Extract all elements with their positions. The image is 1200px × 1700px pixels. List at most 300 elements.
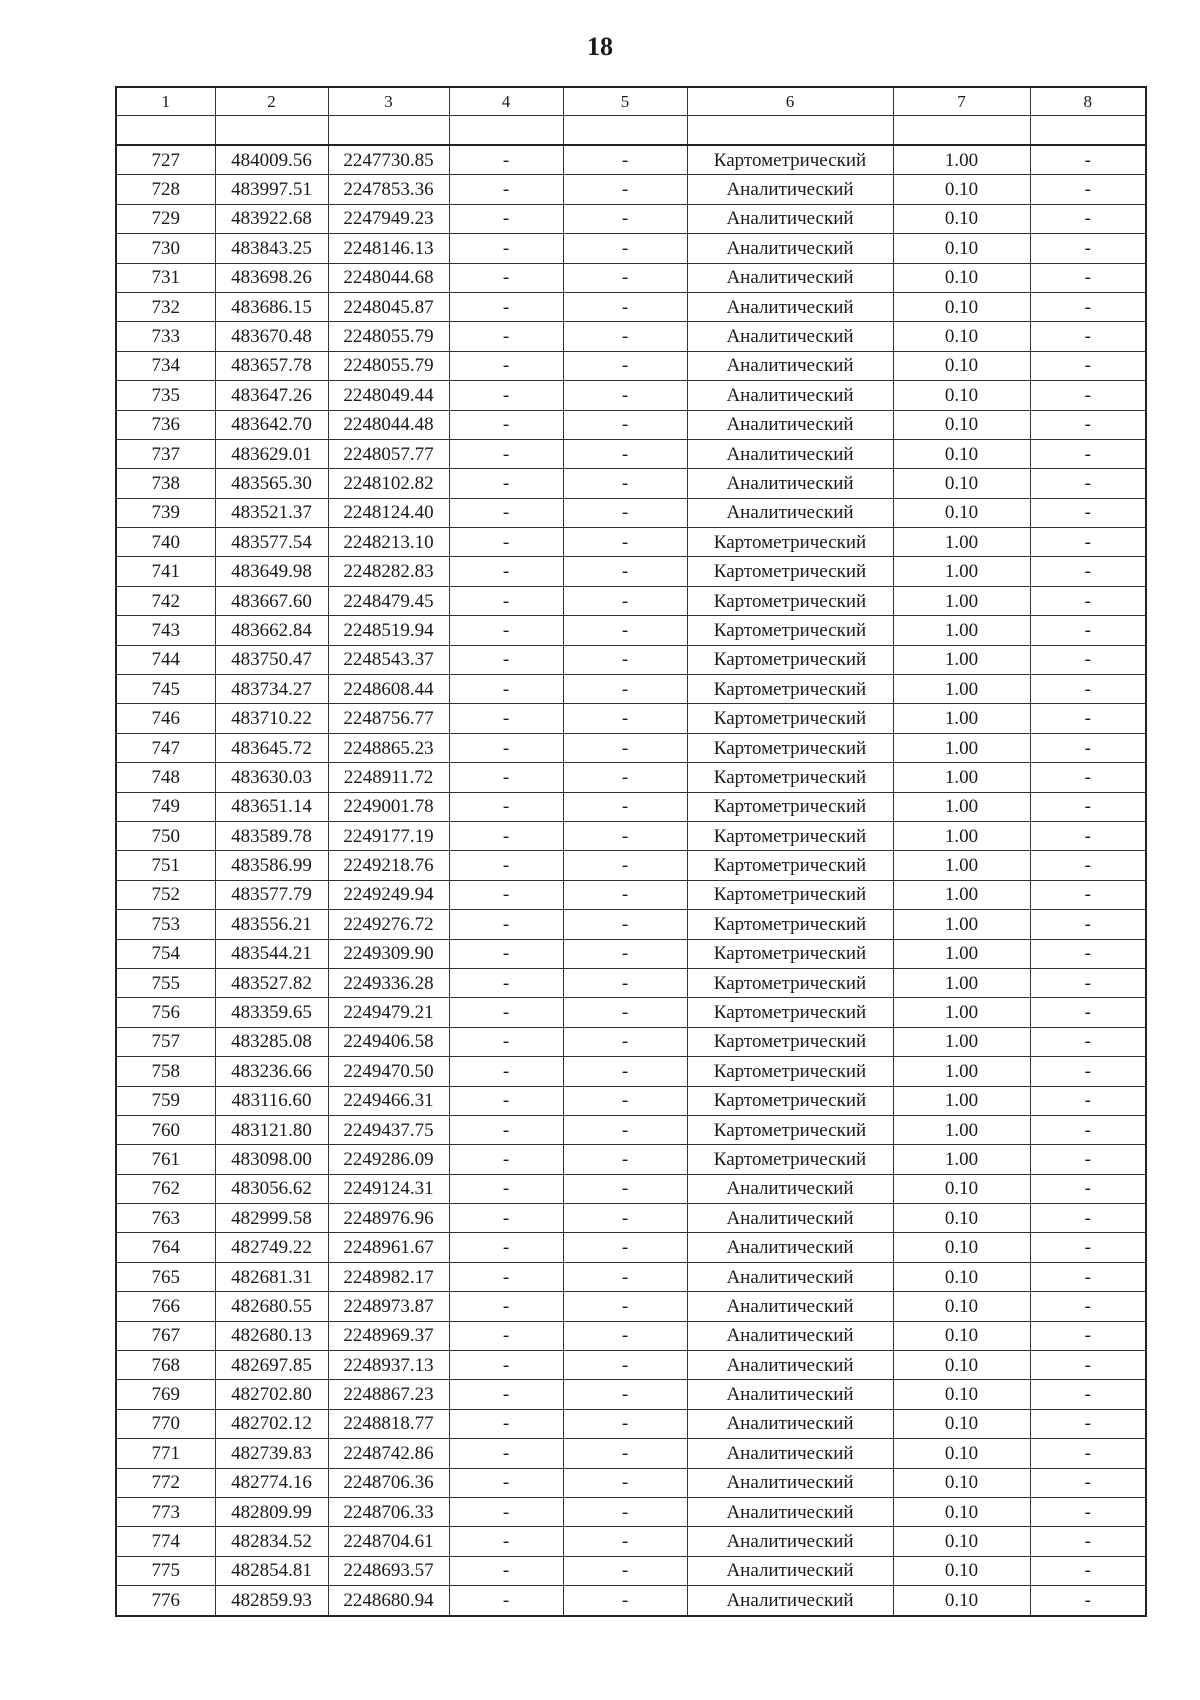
point-number-cell: 748 xyxy=(116,763,215,792)
method-cell: Картометрический xyxy=(687,645,893,674)
col5-cell: - xyxy=(563,1439,687,1468)
point-number-cell: 731 xyxy=(116,263,215,292)
col8-cell: - xyxy=(1030,1439,1146,1468)
accuracy-cell: 1.00 xyxy=(893,616,1030,645)
point-number-cell: 733 xyxy=(116,322,215,351)
col4-cell: - xyxy=(449,1027,563,1056)
y-coordinate-cell: 2248976.96 xyxy=(328,1204,449,1233)
point-number-cell: 750 xyxy=(116,821,215,850)
accuracy-cell: 1.00 xyxy=(893,1145,1030,1174)
x-coordinate-cell: 483116.60 xyxy=(215,1086,328,1115)
x-coordinate-cell: 483630.03 xyxy=(215,763,328,792)
x-coordinate-cell: 483577.79 xyxy=(215,880,328,909)
y-coordinate-cell: 2248911.72 xyxy=(328,763,449,792)
x-coordinate-cell: 482739.83 xyxy=(215,1439,328,1468)
y-coordinate-cell: 2248867.23 xyxy=(328,1380,449,1409)
y-coordinate-cell: 2248479.45 xyxy=(328,586,449,615)
x-coordinate-cell: 482809.99 xyxy=(215,1497,328,1526)
point-number-cell: 767 xyxy=(116,1321,215,1350)
table-row xyxy=(116,1086,1146,1115)
y-coordinate-cell: 2248742.86 xyxy=(328,1439,449,1468)
accuracy-cell: 0.10 xyxy=(893,1468,1030,1497)
point-number-cell: 763 xyxy=(116,1204,215,1233)
col4-cell: - xyxy=(449,586,563,615)
point-number-cell: 764 xyxy=(116,1233,215,1262)
x-coordinate-cell: 482702.80 xyxy=(215,1380,328,1409)
y-coordinate-cell: 2248961.67 xyxy=(328,1233,449,1262)
y-coordinate-cell: 2248756.77 xyxy=(328,704,449,733)
col5-cell: - xyxy=(563,204,687,233)
column-header: 4 xyxy=(449,87,563,116)
point-number-cell: 729 xyxy=(116,204,215,233)
table-row xyxy=(116,704,1146,733)
col4-cell: - xyxy=(449,1292,563,1321)
col8-cell: - xyxy=(1030,439,1146,468)
col4-cell: - xyxy=(449,498,563,527)
col8-cell: - xyxy=(1030,263,1146,292)
col8-cell: - xyxy=(1030,675,1146,704)
x-coordinate-cell: 483565.30 xyxy=(215,469,328,498)
y-coordinate-cell: 2248543.37 xyxy=(328,645,449,674)
y-coordinate-cell: 2249437.75 xyxy=(328,1115,449,1144)
col8-cell: - xyxy=(1030,1409,1146,1438)
accuracy-cell: 1.00 xyxy=(893,910,1030,939)
point-number-cell: 758 xyxy=(116,1057,215,1086)
method-cell: Аналитический xyxy=(687,322,893,351)
x-coordinate-cell: 482859.93 xyxy=(215,1586,328,1616)
col5-cell: - xyxy=(563,880,687,909)
method-cell: Картометрический xyxy=(687,1145,893,1174)
col8-cell: - xyxy=(1030,1233,1146,1262)
point-number-cell: 732 xyxy=(116,292,215,321)
table-row xyxy=(116,1204,1146,1233)
col5-cell: - xyxy=(563,1321,687,1350)
point-number-cell: 776 xyxy=(116,1586,215,1616)
col8-cell: - xyxy=(1030,821,1146,850)
col5-cell: - xyxy=(563,557,687,586)
col5-cell: - xyxy=(563,1086,687,1115)
col5-cell: - xyxy=(563,968,687,997)
col4-cell: - xyxy=(449,1145,563,1174)
table-row xyxy=(116,1468,1146,1497)
col4-cell: - xyxy=(449,1351,563,1380)
col5-cell: - xyxy=(563,704,687,733)
blank-row xyxy=(116,116,1146,146)
point-number-cell: 739 xyxy=(116,498,215,527)
col4-cell: - xyxy=(449,381,563,410)
table-row xyxy=(116,557,1146,586)
y-coordinate-cell: 2248213.10 xyxy=(328,528,449,557)
method-cell: Картометрический xyxy=(687,1027,893,1056)
accuracy-cell: 1.00 xyxy=(893,1027,1030,1056)
method-cell: Аналитический xyxy=(687,175,893,204)
accuracy-cell: 1.00 xyxy=(893,528,1030,557)
col8-cell: - xyxy=(1030,910,1146,939)
column-header: 6 xyxy=(687,87,893,116)
table-row xyxy=(116,968,1146,997)
y-coordinate-cell: 2248055.79 xyxy=(328,351,449,380)
x-coordinate-cell: 483521.37 xyxy=(215,498,328,527)
accuracy-cell: 0.10 xyxy=(893,1321,1030,1350)
col5-cell: - xyxy=(563,645,687,674)
col8-cell: - xyxy=(1030,645,1146,674)
method-cell: Картометрический xyxy=(687,145,893,175)
table-row xyxy=(116,381,1146,410)
method-cell: Картометрический xyxy=(687,792,893,821)
blank-cell xyxy=(893,116,1030,146)
table-row xyxy=(116,498,1146,527)
y-coordinate-cell: 2249309.90 xyxy=(328,939,449,968)
accuracy-cell: 0.10 xyxy=(893,204,1030,233)
y-coordinate-cell: 2249286.09 xyxy=(328,1145,449,1174)
accuracy-cell: 1.00 xyxy=(893,763,1030,792)
table-row xyxy=(116,586,1146,615)
col8-cell: - xyxy=(1030,586,1146,615)
page-number: 18 xyxy=(587,32,613,61)
col4-cell: - xyxy=(449,322,563,351)
point-number-cell: 735 xyxy=(116,381,215,410)
col8-cell: - xyxy=(1030,1351,1146,1380)
col4-cell: - xyxy=(449,1409,563,1438)
table-row xyxy=(116,263,1146,292)
y-coordinate-cell: 2247730.85 xyxy=(328,145,449,175)
col4-cell: - xyxy=(449,939,563,968)
table-row xyxy=(116,439,1146,468)
x-coordinate-cell: 483577.54 xyxy=(215,528,328,557)
point-number-cell: 761 xyxy=(116,1145,215,1174)
accuracy-cell: 0.10 xyxy=(893,381,1030,410)
col5-cell: - xyxy=(563,292,687,321)
accuracy-cell: 0.10 xyxy=(893,263,1030,292)
method-cell: Аналитический xyxy=(687,1527,893,1556)
col4-cell: - xyxy=(449,557,563,586)
y-coordinate-cell: 2248519.94 xyxy=(328,616,449,645)
col4-cell: - xyxy=(449,998,563,1027)
col4-cell: - xyxy=(449,821,563,850)
method-cell: Картометрический xyxy=(687,763,893,792)
point-number-cell: 744 xyxy=(116,645,215,674)
y-coordinate-cell: 2249124.31 xyxy=(328,1174,449,1203)
point-number-cell: 773 xyxy=(116,1497,215,1526)
y-coordinate-cell: 2248044.48 xyxy=(328,410,449,439)
table-row xyxy=(116,1527,1146,1556)
col4-cell: - xyxy=(449,968,563,997)
col5-cell: - xyxy=(563,910,687,939)
x-coordinate-cell: 483710.22 xyxy=(215,704,328,733)
blank-cell xyxy=(563,116,687,146)
col8-cell: - xyxy=(1030,1586,1146,1616)
col8-cell: - xyxy=(1030,1321,1146,1350)
col8-cell: - xyxy=(1030,792,1146,821)
table-row xyxy=(116,616,1146,645)
table-row xyxy=(116,1233,1146,1262)
table-row xyxy=(116,851,1146,880)
point-number-cell: 742 xyxy=(116,586,215,615)
table-row xyxy=(116,939,1146,968)
col8-cell: - xyxy=(1030,292,1146,321)
point-number-cell: 771 xyxy=(116,1439,215,1468)
accuracy-cell: 0.10 xyxy=(893,1527,1030,1556)
col4-cell: - xyxy=(449,851,563,880)
accuracy-cell: 0.10 xyxy=(893,1233,1030,1262)
col4-cell: - xyxy=(449,910,563,939)
table-row xyxy=(116,234,1146,263)
x-coordinate-cell: 482749.22 xyxy=(215,1233,328,1262)
y-coordinate-cell: 2248124.40 xyxy=(328,498,449,527)
col4-cell: - xyxy=(449,880,563,909)
col4-cell: - xyxy=(449,410,563,439)
table-row xyxy=(116,528,1146,557)
col4-cell: - xyxy=(449,645,563,674)
method-cell: Картометрический xyxy=(687,1086,893,1115)
x-coordinate-cell: 483686.15 xyxy=(215,292,328,321)
col5-cell: - xyxy=(563,1380,687,1409)
col4-cell: - xyxy=(449,763,563,792)
method-cell: Картометрический xyxy=(687,1115,893,1144)
x-coordinate-cell: 482702.12 xyxy=(215,1409,328,1438)
x-coordinate-cell: 483649.98 xyxy=(215,557,328,586)
table-row xyxy=(116,821,1146,850)
accuracy-cell: 1.00 xyxy=(893,851,1030,880)
method-cell: Картометрический xyxy=(687,910,893,939)
method-cell: Картометрический xyxy=(687,616,893,645)
x-coordinate-cell: 483647.26 xyxy=(215,381,328,410)
y-coordinate-cell: 2248282.83 xyxy=(328,557,449,586)
y-coordinate-cell: 2248608.44 xyxy=(328,675,449,704)
col4-cell: - xyxy=(449,1468,563,1497)
col4-cell: - xyxy=(449,1115,563,1144)
y-coordinate-cell: 2249276.72 xyxy=(328,910,449,939)
y-coordinate-cell: 2248693.57 xyxy=(328,1556,449,1585)
column-header: 7 xyxy=(893,87,1030,116)
col5-cell: - xyxy=(563,792,687,821)
x-coordinate-cell: 484009.56 xyxy=(215,145,328,175)
point-number-cell: 756 xyxy=(116,998,215,1027)
accuracy-cell: 1.00 xyxy=(893,704,1030,733)
x-coordinate-cell: 483056.62 xyxy=(215,1174,328,1203)
col5-cell: - xyxy=(563,1174,687,1203)
method-cell: Аналитический xyxy=(687,469,893,498)
col8-cell: - xyxy=(1030,1262,1146,1291)
y-coordinate-cell: 2248969.37 xyxy=(328,1321,449,1350)
method-cell: Аналитический xyxy=(687,381,893,410)
y-coordinate-cell: 2249406.58 xyxy=(328,1027,449,1056)
method-cell: Картометрический xyxy=(687,968,893,997)
point-number-cell: 754 xyxy=(116,939,215,968)
col5-cell: - xyxy=(563,763,687,792)
method-cell: Аналитический xyxy=(687,1204,893,1233)
table-header-row xyxy=(116,87,1146,116)
table-row xyxy=(116,410,1146,439)
col5-cell: - xyxy=(563,469,687,498)
col5-cell: - xyxy=(563,1527,687,1556)
point-number-cell: 749 xyxy=(116,792,215,821)
col8-cell: - xyxy=(1030,557,1146,586)
col4-cell: - xyxy=(449,234,563,263)
col5-cell: - xyxy=(563,675,687,704)
col4-cell: - xyxy=(449,1057,563,1086)
x-coordinate-cell: 483651.14 xyxy=(215,792,328,821)
accuracy-cell: 0.10 xyxy=(893,1262,1030,1291)
method-cell: Аналитический xyxy=(687,263,893,292)
x-coordinate-cell: 483527.82 xyxy=(215,968,328,997)
y-coordinate-cell: 2249466.31 xyxy=(328,1086,449,1115)
accuracy-cell: 0.10 xyxy=(893,1586,1030,1616)
y-coordinate-cell: 2248044.68 xyxy=(328,263,449,292)
col5-cell: - xyxy=(563,851,687,880)
method-cell: Картометрический xyxy=(687,675,893,704)
col8-cell: - xyxy=(1030,763,1146,792)
col8-cell: - xyxy=(1030,145,1146,175)
table-row xyxy=(116,998,1146,1027)
x-coordinate-cell: 482999.58 xyxy=(215,1204,328,1233)
table-row xyxy=(116,1057,1146,1086)
col8-cell: - xyxy=(1030,1527,1146,1556)
col5-cell: - xyxy=(563,1292,687,1321)
x-coordinate-cell: 483359.65 xyxy=(215,998,328,1027)
method-cell: Картометрический xyxy=(687,998,893,1027)
accuracy-cell: 1.00 xyxy=(893,792,1030,821)
table-row xyxy=(116,1556,1146,1585)
method-cell: Картометрический xyxy=(687,1057,893,1086)
method-cell: Картометрический xyxy=(687,851,893,880)
method-cell: Аналитический xyxy=(687,1468,893,1497)
x-coordinate-cell: 483589.78 xyxy=(215,821,328,850)
col4-cell: - xyxy=(449,704,563,733)
col8-cell: - xyxy=(1030,1292,1146,1321)
table-row xyxy=(116,1409,1146,1438)
col4-cell: - xyxy=(449,439,563,468)
col5-cell: - xyxy=(563,1233,687,1262)
col8-cell: - xyxy=(1030,469,1146,498)
accuracy-cell: 1.00 xyxy=(893,968,1030,997)
col5-cell: - xyxy=(563,410,687,439)
x-coordinate-cell: 483922.68 xyxy=(215,204,328,233)
col4-cell: - xyxy=(449,1380,563,1409)
point-number-cell: 755 xyxy=(116,968,215,997)
x-coordinate-cell: 483843.25 xyxy=(215,234,328,263)
method-cell: Аналитический xyxy=(687,1292,893,1321)
table-row xyxy=(116,763,1146,792)
col4-cell: - xyxy=(449,175,563,204)
method-cell: Аналитический xyxy=(687,1174,893,1203)
accuracy-cell: 0.10 xyxy=(893,439,1030,468)
table-row xyxy=(116,145,1146,175)
point-number-cell: 734 xyxy=(116,351,215,380)
col8-cell: - xyxy=(1030,1086,1146,1115)
y-coordinate-cell: 2247853.36 xyxy=(328,175,449,204)
table-row xyxy=(116,1145,1146,1174)
col5-cell: - xyxy=(563,1468,687,1497)
x-coordinate-cell: 483750.47 xyxy=(215,645,328,674)
point-number-cell: 766 xyxy=(116,1292,215,1321)
col8-cell: - xyxy=(1030,968,1146,997)
x-coordinate-cell: 483997.51 xyxy=(215,175,328,204)
accuracy-cell: 0.10 xyxy=(893,1380,1030,1409)
accuracy-cell: 0.10 xyxy=(893,292,1030,321)
y-coordinate-cell: 2249218.76 xyxy=(328,851,449,880)
method-cell: Картометрический xyxy=(687,557,893,586)
accuracy-cell: 1.00 xyxy=(893,1115,1030,1144)
col5-cell: - xyxy=(563,175,687,204)
point-number-cell: 727 xyxy=(116,145,215,175)
y-coordinate-cell: 2248057.77 xyxy=(328,439,449,468)
col5-cell: - xyxy=(563,1262,687,1291)
table-row xyxy=(116,1497,1146,1526)
x-coordinate-cell: 482774.16 xyxy=(215,1468,328,1497)
col5-cell: - xyxy=(563,1409,687,1438)
y-coordinate-cell: 2248982.17 xyxy=(328,1262,449,1291)
point-number-cell: 765 xyxy=(116,1262,215,1291)
col5-cell: - xyxy=(563,498,687,527)
table-row xyxy=(116,880,1146,909)
blank-cell xyxy=(215,116,328,146)
x-coordinate-cell: 482697.85 xyxy=(215,1351,328,1380)
table-row xyxy=(116,1115,1146,1144)
col8-cell: - xyxy=(1030,1174,1146,1203)
col8-cell: - xyxy=(1030,1027,1146,1056)
col4-cell: - xyxy=(449,1527,563,1556)
x-coordinate-cell: 483642.70 xyxy=(215,410,328,439)
col5-cell: - xyxy=(563,322,687,351)
accuracy-cell: 0.10 xyxy=(893,498,1030,527)
point-number-cell: 738 xyxy=(116,469,215,498)
table-row xyxy=(116,1380,1146,1409)
col8-cell: - xyxy=(1030,880,1146,909)
col8-cell: - xyxy=(1030,704,1146,733)
col5-cell: - xyxy=(563,586,687,615)
col4-cell: - xyxy=(449,351,563,380)
y-coordinate-cell: 2248045.87 xyxy=(328,292,449,321)
method-cell: Аналитический xyxy=(687,498,893,527)
y-coordinate-cell: 2248704.61 xyxy=(328,1527,449,1556)
x-coordinate-cell: 483121.80 xyxy=(215,1115,328,1144)
col8-cell: - xyxy=(1030,1057,1146,1086)
accuracy-cell: 1.00 xyxy=(893,586,1030,615)
table-row xyxy=(116,1321,1146,1350)
x-coordinate-cell: 483544.21 xyxy=(215,939,328,968)
method-cell: Аналитический xyxy=(687,1321,893,1350)
col4-cell: - xyxy=(449,263,563,292)
column-header: 5 xyxy=(563,87,687,116)
table-row xyxy=(116,1292,1146,1321)
point-number-cell: 741 xyxy=(116,557,215,586)
column-header: 8 xyxy=(1030,87,1146,116)
method-cell: Аналитический xyxy=(687,234,893,263)
col8-cell: - xyxy=(1030,381,1146,410)
y-coordinate-cell: 2248706.33 xyxy=(328,1497,449,1526)
table-row xyxy=(116,645,1146,674)
point-number-cell: 768 xyxy=(116,1351,215,1380)
col8-cell: - xyxy=(1030,1204,1146,1233)
accuracy-cell: 1.00 xyxy=(893,998,1030,1027)
table-row xyxy=(116,910,1146,939)
col8-cell: - xyxy=(1030,998,1146,1027)
col4-cell: - xyxy=(449,1262,563,1291)
x-coordinate-cell: 483645.72 xyxy=(215,733,328,762)
accuracy-cell: 1.00 xyxy=(893,733,1030,762)
point-number-cell: 759 xyxy=(116,1086,215,1115)
col8-cell: - xyxy=(1030,175,1146,204)
method-cell: Картометрический xyxy=(687,939,893,968)
col4-cell: - xyxy=(449,1233,563,1262)
col8-cell: - xyxy=(1030,410,1146,439)
blank-cell xyxy=(1030,116,1146,146)
col5-cell: - xyxy=(563,234,687,263)
point-number-cell: 774 xyxy=(116,1527,215,1556)
col8-cell: - xyxy=(1030,1497,1146,1526)
table-row xyxy=(116,322,1146,351)
